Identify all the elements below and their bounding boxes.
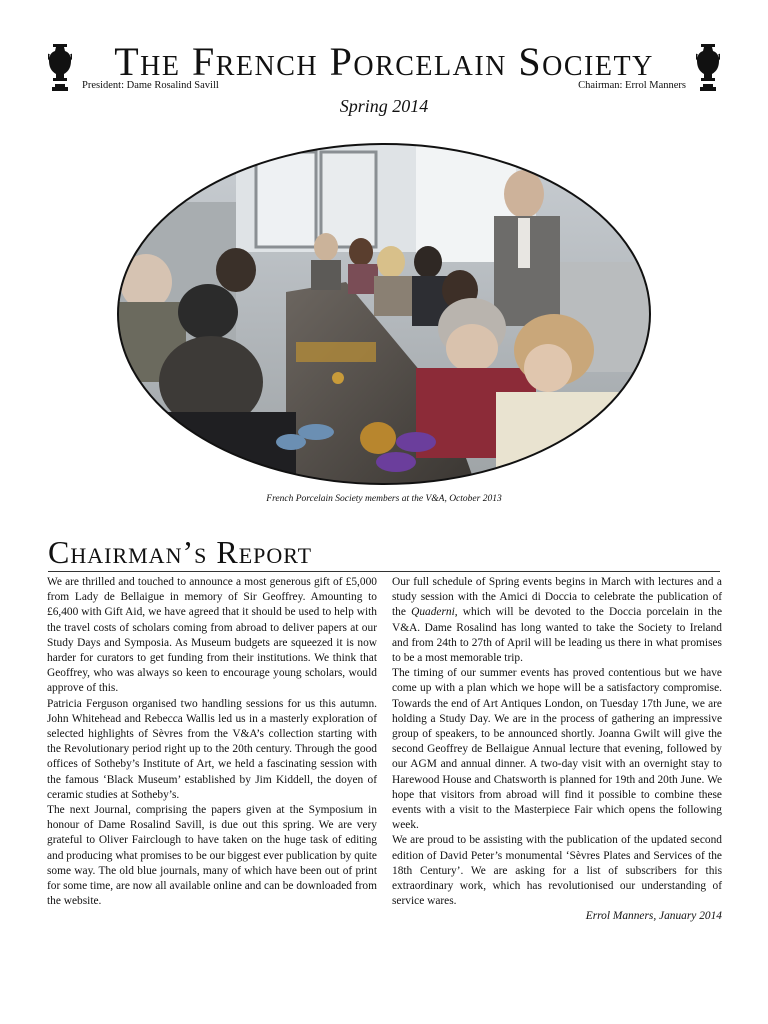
publication-title: Quaderni <box>411 606 455 619</box>
report-paragraph: Patricia Ferguson organised two handling sessions for us this autumn. John Whitehead and Rebecca Wallis led us in a masterly exploration of selected highlights of Sèvres from the V&A’s collection starting with the Revolutionary period right up to the 20th century. Through the good offices of Sotheby’s Institute of Art, we held a fascinating session with the famous ‘Black Museum’ established by Jim Kiddell, the doyen of ceramic studies at Sotheby’s. <box>47 697 377 801</box>
urn-icon <box>696 42 720 92</box>
report-paragraph <box>392 575 722 666</box>
heading-divider <box>48 571 720 572</box>
report-text: , which will be devoted to the Doccia porcelain in the V&A. Dame Rosalind has long wanted to take the Society to Ireland and from 24th to 27th of April will be leading us there in what promises to be a most memorable trip. <box>392 606 723 665</box>
photo-caption: French Porcelain Society members at the V&A, October 2013 <box>266 494 502 504</box>
urn-icon <box>48 42 72 92</box>
report-column-right <box>392 575 722 925</box>
report-paragraph: We are proud to be assisting with the publication of the updated second edition of David Peter’s monumental ‘Sèvres Plates and Services of the 18th Century’. We are asking for a list of subscribers for this extraordinary work, which has revolutionised our understanding of service wares. <box>392 834 722 908</box>
report-text: Our full schedule of Spring events begins in March with lectures and a study session with the Amici di Doccia to celebrate the publication of the <box>392 576 722 619</box>
report-paragraph: The next Journal, comprising the papers given at the Symposium in honour of Dame Rosalind Savill, is due out this spring. We are very grateful to Oliver Fairclough to have taken on the huge task of editing and producing what promises to be our biggest ever publication by quite some way. The old blue journals, many of which have been out of print for some time, are now all available online and can be downloaded from the website. <box>47 804 377 908</box>
newsletter-title: The French Porcelain Society <box>114 39 654 84</box>
report-column-left <box>47 575 377 909</box>
report-paragraph: We are thrilled and touched to announce a most generous gift of £5,000 from Lady de Bellaigue in memory of Sir Geoffrey. Amounting to £6,400 with Gift Aid, we have agreed that it should be used to help with the travel costs of scholars coming from abroad to deliver papers at our Study Days and Symposia. As Museum budgets are squeezed it is now harder for curators to get funding from their institutions. We think that Geoffrey, who was always so keen to encourage young scholars, would approve of this. <box>47 576 377 695</box>
issue-date: Spring 2014 <box>339 96 429 116</box>
report-heading: Chairman’s Report <box>48 534 313 570</box>
report-paragraph: The timing of our summer events has proved contentious but we have come up with a plan which we hope will be a satisfactory compromise. Towards the end of Art Antiques London, on Tuesday 17th June, we are holding a Study Day. We are in the process of gathering an impressive group of speakers, to be announced shortly. Joanna Gwilt will give the second Geoffrey de Bellaigue Annual lecture that evening, followed by our AGM and annual dinner. A two-day visit with an overnight stay to Harewood House and Chatsworth is planned for 19th and 20th June. We hope that visitors from abroad will find it possible to combine these events with a visit to the Masterpiece Fair which opens the following week. <box>392 667 722 832</box>
president-line: President: Dame Rosalind Savill <box>82 80 219 91</box>
chairman-line: Chairman: Errol Manners <box>578 80 686 91</box>
members-photo <box>116 142 652 486</box>
report-signoff: Errol Manners, January 2014 <box>585 910 722 923</box>
masthead <box>0 0 768 140</box>
